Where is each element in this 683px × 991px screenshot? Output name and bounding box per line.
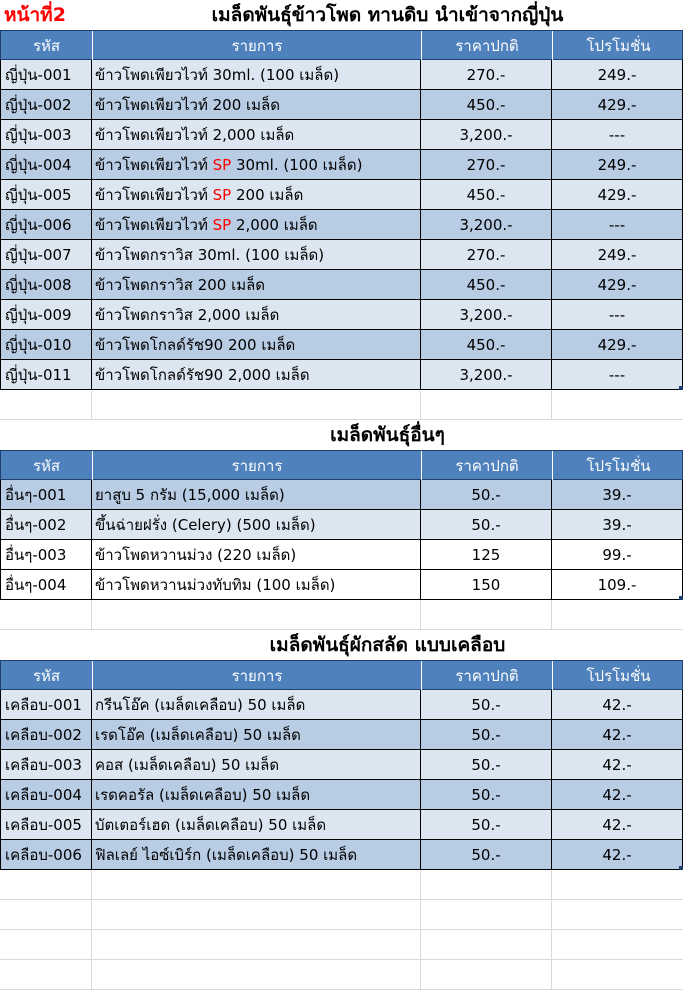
item-cell[interactable]: [92, 150, 421, 180]
empty-row: [0, 900, 683, 930]
code-text: เคลือบ-002: [5, 725, 82, 744]
price-cell[interactable]: [421, 510, 552, 540]
promo-cell[interactable]: [552, 750, 683, 780]
code-text: ญี่ปุ่น-005: [5, 185, 72, 204]
cell[interactable]: [552, 870, 683, 900]
header-promo: โปรโมชั่น: [553, 31, 683, 61]
promo-text: 249.-: [597, 245, 637, 264]
empty-row: [0, 930, 683, 960]
promo-text: ---: [608, 305, 626, 324]
code-text: ญี่ปุ่น-002: [5, 95, 72, 114]
header-code: รหัส: [1, 31, 93, 61]
price-cell[interactable]: [421, 750, 552, 780]
item-text: ข้าวโพดหวานม่วง (220 เมล็ด): [95, 545, 297, 564]
price-text: 50.-: [471, 785, 501, 804]
cell[interactable]: [552, 900, 683, 930]
cell[interactable]: [552, 930, 683, 960]
price-text: 450.-: [466, 335, 506, 354]
table-row: [0, 90, 683, 120]
table-row: [0, 360, 683, 390]
item-text: ข้าวโพดเพียวไวท์: [95, 215, 213, 234]
sp-marker: SP: [212, 155, 232, 174]
price-cell[interactable]: [421, 720, 552, 750]
item-text: ฟิลเลย์ ไอซ์เบิร์ก (เมล็ดเคลือบ) 50 เมล็ด: [95, 845, 358, 864]
table-row: [0, 300, 683, 330]
table-row: [0, 120, 683, 150]
item-text-suffix: 30ml. (100 เมล็ด): [231, 155, 363, 174]
item-text: ยาสูบ 5 กรัม (15,000 เมล็ด): [95, 485, 285, 504]
cell[interactable]: [92, 870, 421, 900]
item-text: คอส (เมล็ดเคลือบ) 50 เมล็ด: [95, 755, 280, 774]
item-cell[interactable]: [92, 180, 421, 210]
item-cell[interactable]: [92, 780, 421, 810]
item-text: ข้าวโพดกราวิส 200 เมล็ด: [95, 275, 266, 294]
code-cell[interactable]: [0, 720, 92, 750]
item-cell[interactable]: [92, 360, 421, 390]
code-cell[interactable]: [0, 810, 92, 840]
price-cell[interactable]: [421, 180, 552, 210]
price-text: 450.-: [466, 275, 506, 294]
code-text: เคลือบ-001: [5, 695, 82, 714]
table-row: [0, 180, 683, 210]
table-header: [0, 450, 683, 480]
price-text: 50.-: [471, 515, 501, 534]
price-cell[interactable]: [421, 120, 552, 150]
title-row: [0, 630, 683, 660]
price-cell[interactable]: [421, 840, 552, 870]
header-item: รายการ: [93, 661, 422, 691]
empty-row: [0, 600, 683, 630]
header-promo: โปรโมชั่น: [553, 661, 683, 691]
empty-row: [0, 960, 683, 990]
code-cell[interactable]: [0, 780, 92, 810]
item-cell[interactable]: [92, 750, 421, 780]
table-row: [0, 840, 683, 870]
promo-cell[interactable]: [552, 840, 683, 870]
promo-text: 429.-: [597, 275, 637, 294]
item-text: กรีนโอ๊ค (เมล็ดเคลือบ) 50 เมล็ด: [95, 695, 306, 714]
code-cell[interactable]: [0, 300, 92, 330]
table-row: [0, 720, 683, 750]
table-row: [0, 540, 683, 570]
code-text: ญี่ปุ่น-006: [5, 215, 72, 234]
title-row: [0, 0, 683, 30]
cell[interactable]: [92, 900, 421, 930]
item-cell[interactable]: [92, 60, 421, 90]
item-cell[interactable]: [92, 570, 421, 600]
code-cell[interactable]: [0, 570, 92, 600]
promo-cell[interactable]: [552, 480, 683, 510]
cell[interactable]: [0, 930, 92, 960]
header-item: รายการ: [93, 31, 422, 61]
promo-cell[interactable]: [552, 330, 683, 360]
cell[interactable]: [92, 960, 421, 990]
empty-row: [0, 870, 683, 900]
promo-text: 42.-: [602, 845, 632, 864]
promo-cell[interactable]: [552, 60, 683, 90]
promo-cell[interactable]: [552, 690, 683, 720]
code-text: เคลือบ-004: [5, 785, 82, 804]
item-cell[interactable]: [92, 120, 421, 150]
table-row: [0, 480, 683, 510]
item-text: ข้าวโพดเพียวไวท์ 30ml. (100 เมล็ด): [95, 65, 340, 84]
price-text: 50.-: [471, 725, 501, 744]
price-text: 3,200.-: [459, 125, 513, 144]
code-cell[interactable]: [0, 540, 92, 570]
section-title: เมล็ดพันธุ์อื่นๆ: [330, 424, 445, 446]
price-cell[interactable]: [421, 570, 552, 600]
item-cell[interactable]: [92, 480, 421, 510]
cell[interactable]: [421, 870, 552, 900]
promo-cell[interactable]: [552, 180, 683, 210]
price-text: 270.-: [466, 245, 506, 264]
item-text: บัตเตอร์เฮด (เมล็ดเคลือบ) 50 เมล็ด: [95, 815, 327, 834]
price-text: 3,200.-: [459, 215, 513, 234]
cell[interactable]: [0, 390, 92, 420]
price-text: 50.-: [471, 845, 501, 864]
item-cell[interactable]: [92, 270, 421, 300]
item-text-suffix: 2,000 เมล็ด: [231, 215, 318, 234]
code-cell[interactable]: [0, 90, 92, 120]
promo-cell[interactable]: [552, 240, 683, 270]
code-text: ญี่ปุ่น-004: [5, 155, 72, 174]
price-cell[interactable]: [421, 810, 552, 840]
promo-text: 429.-: [597, 95, 637, 114]
price-cell[interactable]: [421, 240, 552, 270]
price-cell[interactable]: [421, 690, 552, 720]
price-text: 270.-: [466, 65, 506, 84]
item-cell[interactable]: [92, 300, 421, 330]
item-text: ข้าวโพดกราวิส 30ml. (100 เมล็ด): [95, 245, 325, 264]
promo-cell[interactable]: [552, 150, 683, 180]
item-text: ข้าวโพดเพียวไวท์ 200 เมล็ด: [95, 95, 280, 114]
code-cell[interactable]: [0, 180, 92, 210]
item-cell[interactable]: [92, 240, 421, 270]
promo-text: 429.-: [597, 335, 637, 354]
cell[interactable]: [92, 930, 421, 960]
promo-text: 42.-: [602, 755, 632, 774]
item-text: ข้าวโพดเพียวไวท์ 2,000 เมล็ด: [95, 125, 295, 144]
promo-text: 249.-: [597, 155, 637, 174]
cell[interactable]: [421, 600, 552, 630]
sp-marker: SP: [212, 215, 232, 234]
code-text: ญี่ปุ่น-009: [5, 305, 72, 324]
promo-cell[interactable]: [552, 360, 683, 390]
table-row: [0, 240, 683, 270]
price-cell[interactable]: [421, 270, 552, 300]
cell[interactable]: [0, 900, 92, 930]
cell[interactable]: [552, 960, 683, 990]
item-cell[interactable]: [92, 330, 421, 360]
price-text: 3,200.-: [459, 305, 513, 324]
table-row: [0, 570, 683, 600]
section-title: เมล็ดพันธุ์ข้าวโพด ทานดิบ นำเข้าจากญี่ปุ่น: [211, 4, 564, 26]
promo-text: 429.-: [597, 185, 637, 204]
code-cell[interactable]: [0, 510, 92, 540]
item-text-suffix: 200 เมล็ด: [231, 185, 304, 204]
page-label: หน้าที่2: [4, 4, 66, 26]
code-text: เคลือบ-005: [5, 815, 82, 834]
item-text: ข้าวโพดกราวิส 2,000 เมล็ด: [95, 305, 280, 324]
table-row: [0, 780, 683, 810]
cell[interactable]: [0, 600, 92, 630]
promo-text: 109.-: [597, 575, 637, 594]
promo-cell[interactable]: [552, 720, 683, 750]
promo-text: 42.-: [602, 815, 632, 834]
item-text: เรดโอ๊ค (เมล็ดเคลือบ) 50 เมล็ด: [95, 725, 301, 744]
code-cell[interactable]: [0, 150, 92, 180]
price-cell[interactable]: [421, 480, 552, 510]
code-text: อื่นๆ-001: [5, 485, 67, 504]
promo-cell[interactable]: [552, 300, 683, 330]
promo-cell[interactable]: [552, 810, 683, 840]
code-text: ญี่ปุ่น-007: [5, 245, 72, 264]
header-promo: โปรโมชั่น: [553, 451, 683, 481]
table-row: [0, 510, 683, 540]
header-price: ราคาปกติ: [422, 31, 553, 61]
promo-cell[interactable]: [552, 210, 683, 240]
item-cell[interactable]: [92, 540, 421, 570]
promo-cell[interactable]: [552, 120, 683, 150]
item-text: ข้าวโพดโกลด์รัช90 2,000 เมล็ด: [95, 365, 310, 384]
price-text: 450.-: [466, 95, 506, 114]
item-cell[interactable]: [92, 720, 421, 750]
promo-cell[interactable]: [552, 540, 683, 570]
table-header: [0, 30, 683, 60]
code-cell[interactable]: [0, 120, 92, 150]
code-cell[interactable]: [0, 480, 92, 510]
table-row: [0, 690, 683, 720]
empty-row: [0, 390, 683, 420]
cell[interactable]: [0, 870, 92, 900]
promo-text: 42.-: [602, 695, 632, 714]
price-cell[interactable]: [421, 540, 552, 570]
table-header: [0, 660, 683, 690]
cell[interactable]: [552, 600, 683, 630]
cell[interactable]: [421, 900, 552, 930]
promo-cell[interactable]: [552, 510, 683, 540]
cell[interactable]: [421, 390, 552, 420]
code-cell[interactable]: [0, 60, 92, 90]
price-text: 50.-: [471, 755, 501, 774]
item-text: ขึ้นฉ่ายฝรั่ง (Celery) (500 เมล็ด): [95, 515, 316, 534]
cell[interactable]: [421, 930, 552, 960]
code-cell[interactable]: [0, 750, 92, 780]
promo-text: 42.-: [602, 785, 632, 804]
promo-cell[interactable]: [552, 780, 683, 810]
price-cell[interactable]: [421, 330, 552, 360]
code-text: เคลือบ-003: [5, 755, 82, 774]
price-text: 450.-: [466, 185, 506, 204]
price-cell[interactable]: [421, 210, 552, 240]
cell[interactable]: [552, 390, 683, 420]
code-cell[interactable]: [0, 210, 92, 240]
item-cell[interactable]: [92, 810, 421, 840]
code-cell[interactable]: [0, 690, 92, 720]
table-row: [0, 150, 683, 180]
table-row: [0, 210, 683, 240]
promo-text: 42.-: [602, 725, 632, 744]
item-text: ข้าวโพดเพียวไวท์: [95, 185, 213, 204]
item-cell[interactable]: [92, 510, 421, 540]
code-text: ญี่ปุ่น-003: [5, 125, 72, 144]
promo-cell[interactable]: [552, 270, 683, 300]
price-text: 50.-: [471, 485, 501, 504]
code-cell[interactable]: [0, 840, 92, 870]
header-price: ราคาปกติ: [422, 451, 553, 481]
price-text: 50.-: [471, 815, 501, 834]
table-row: [0, 330, 683, 360]
price-text: 150: [471, 575, 501, 594]
code-cell[interactable]: [0, 240, 92, 270]
cell[interactable]: [0, 960, 92, 990]
header-item: รายการ: [93, 451, 422, 481]
cell[interactable]: [421, 960, 552, 990]
promo-text: 39.-: [602, 485, 632, 504]
header-code: รหัส: [1, 661, 93, 691]
cell[interactable]: [92, 390, 421, 420]
item-cell[interactable]: [92, 90, 421, 120]
cell[interactable]: [92, 600, 421, 630]
promo-text: ---: [608, 365, 626, 384]
item-cell[interactable]: [92, 840, 421, 870]
item-cell[interactable]: [92, 690, 421, 720]
code-text: อื่นๆ-004: [5, 575, 67, 594]
code-text: อื่นๆ-003: [5, 545, 67, 564]
promo-text: ---: [608, 125, 626, 144]
code-text: เคลือบ-006: [5, 845, 82, 864]
promo-cell[interactable]: [552, 570, 683, 600]
header-price: ราคาปกติ: [422, 661, 553, 691]
code-cell[interactable]: [0, 360, 92, 390]
code-text: อื่นๆ-002: [5, 515, 67, 534]
promo-text: 249.-: [597, 65, 637, 84]
code-text: ญี่ปุ่น-008: [5, 275, 72, 294]
sp-marker: SP: [212, 185, 232, 204]
promo-text: 39.-: [602, 515, 632, 534]
table-row: [0, 60, 683, 90]
promo-text: 99.-: [602, 545, 632, 564]
price-cell[interactable]: [421, 60, 552, 90]
code-cell[interactable]: [0, 270, 92, 300]
price-text: 3,200.-: [459, 365, 513, 384]
promo-cell[interactable]: [552, 90, 683, 120]
code-text: ญี่ปุ่น-011: [5, 365, 72, 384]
price-cell[interactable]: [421, 780, 552, 810]
code-cell[interactable]: [0, 330, 92, 360]
price-cell[interactable]: [421, 90, 552, 120]
code-text: ญี่ปุ่น-001: [5, 65, 72, 84]
price-cell[interactable]: [421, 150, 552, 180]
promo-text: ---: [608, 215, 626, 234]
code-text: ญี่ปุ่น-010: [5, 335, 72, 354]
table-row: [0, 270, 683, 300]
section-title: เมล็ดพันธุ์ผักสลัด แบบเคลือบ: [269, 634, 506, 656]
item-text: เรดคอรัล (เมล็ดเคลือบ) 50 เมล็ด: [95, 785, 311, 804]
header-code: รหัส: [1, 451, 93, 481]
price-text: 50.-: [471, 695, 501, 714]
table-row: [0, 810, 683, 840]
item-cell[interactable]: [92, 210, 421, 240]
title-row: [0, 420, 683, 450]
price-text: 125: [471, 545, 501, 564]
item-text: ข้าวโพดเพียวไวท์: [95, 155, 213, 174]
table-row: [0, 750, 683, 780]
item-text: ข้าวโพดโกลด์รัช90 200 เมล็ด: [95, 335, 296, 354]
price-cell[interactable]: [421, 300, 552, 330]
item-text: ข้าวโพดหวานม่วงทับทิม (100 เมล็ด): [95, 575, 336, 594]
price-text: 270.-: [466, 155, 506, 174]
price-cell[interactable]: [421, 360, 552, 390]
